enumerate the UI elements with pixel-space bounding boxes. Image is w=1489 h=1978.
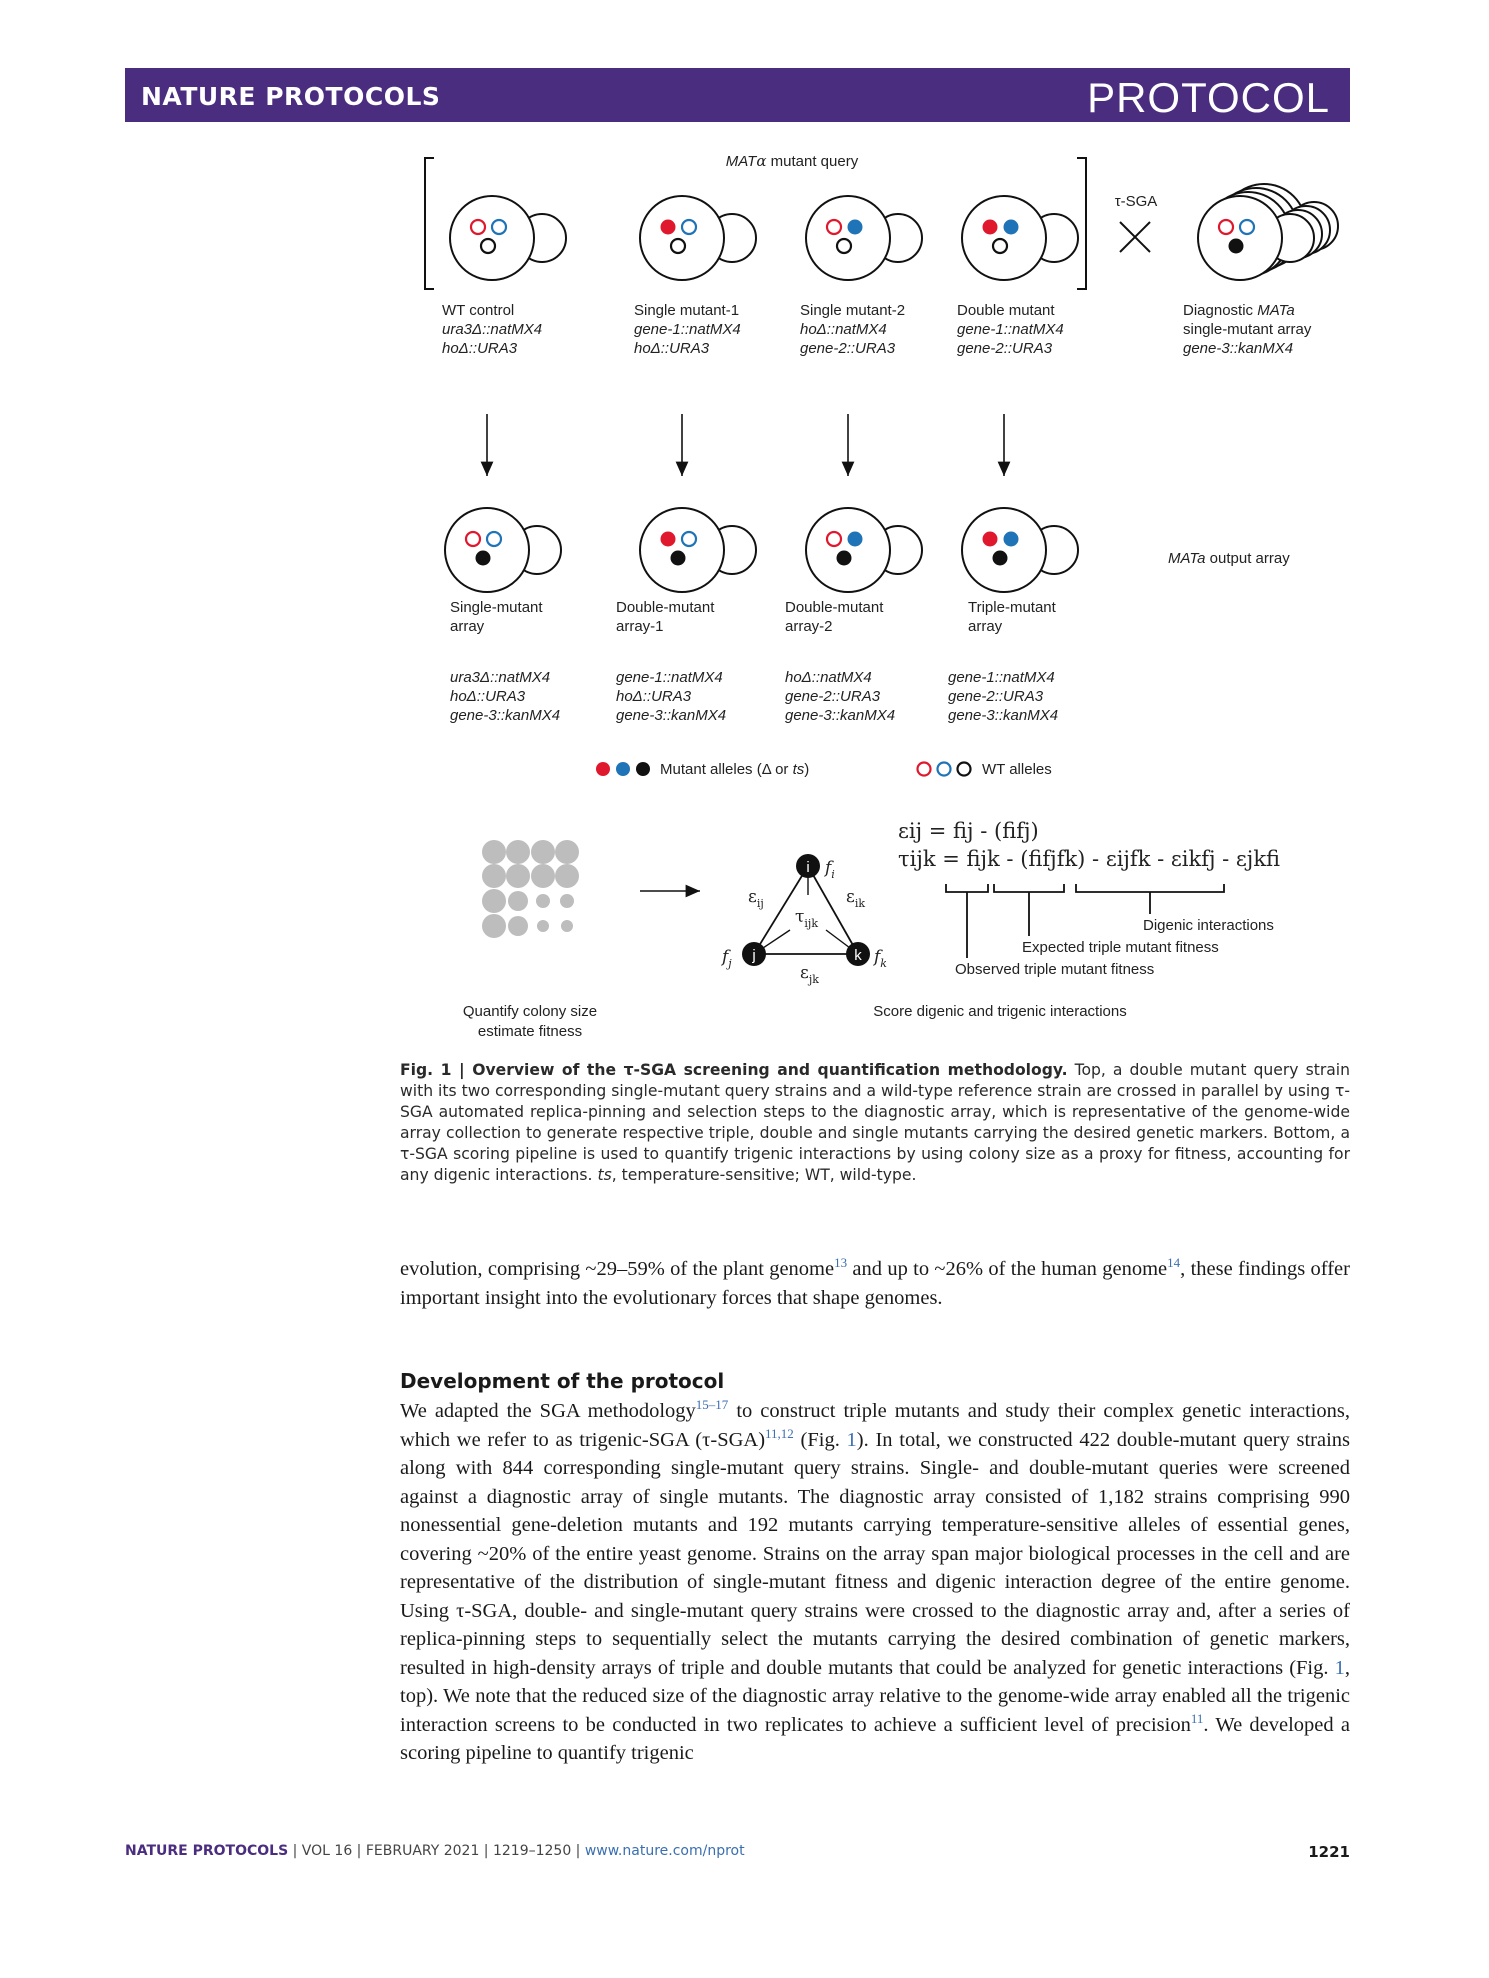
svg-text:WT control: WT control [442, 302, 515, 319]
svg-text:gene-3::kanMX4: gene-3::kanMX4 [948, 707, 1059, 724]
diagnostic-cell-stack [1198, 184, 1338, 280]
page-footer [125, 1843, 1350, 1859]
svg-text:array: array [968, 618, 1003, 635]
svg-text:εik: $\varepsilon_{ik}$ [846, 887, 865, 910]
equation-epsilon: εij = fij - (fifj) [898, 819, 1039, 843]
svg-text:array-2: array-2 [785, 618, 833, 635]
svg-text:fi: $f_i$ [825, 858, 835, 881]
paragraph-evolution: evolution, comprising ~29–59% of the plant genome$^{13}$ and up to ~26% of the human genome$^{14}$, these findings offer important insight into the evolutionary forces that shape genomes. [400, 1255, 1350, 1309]
section-heading: Development of the protocol [400, 1369, 725, 1393]
query-label-single-1 [634, 302, 741, 357]
svg-text:gene-2::URA3: gene-2::URA3 [785, 688, 881, 705]
citation-ref-11[interactable]: 11 [1190, 1710, 1204, 1726]
svg-text:gene-3::kanMX4: gene-3::kanMX4 [1183, 340, 1294, 357]
caption-ts: ts [597, 1166, 612, 1184]
svg-text:Single mutant-2: Single mutant-2 [800, 302, 906, 319]
svg-text:i: i [806, 859, 810, 876]
figure-caption [400, 1060, 1350, 1186]
interaction-triangle [720, 854, 887, 986]
svg-text:single-mutant array: single-mutant array [1183, 321, 1312, 338]
expected-label: Expected triple mutant fitness [1022, 939, 1219, 956]
svg-text:array-1: array-1 [616, 618, 664, 635]
colony-grid [482, 840, 579, 938]
svg-text:j: j [752, 947, 756, 964]
svg-text:Double mutant: Double mutant [957, 302, 1055, 319]
observed-label: Observed triple mutant fitness [955, 961, 1155, 978]
left-bracket [425, 158, 434, 289]
svg-text:hoΔ::URA3: hoΔ::URA3 [450, 688, 526, 705]
svg-text:Single-mutant: Single-mutant [450, 599, 543, 616]
svg-text:hoΔ::natMX4: hoΔ::natMX4 [785, 669, 872, 686]
svg-text:Double-mutant: Double-mutant [616, 599, 715, 616]
legend-wt-alleles [918, 761, 1052, 778]
svg-text:Double-mutant: Double-mutant [785, 599, 884, 616]
svg-text:hoΔ::URA3: hoΔ::URA3 [634, 340, 710, 357]
svg-text:gene-2::URA3: gene-2::URA3 [957, 340, 1053, 357]
svg-text:gene-1::natMX4: gene-1::natMX4 [634, 321, 741, 338]
quantify-label-2: estimate fitness [477, 1023, 583, 1040]
output-label-double-2 [785, 599, 895, 724]
svg-text:Mutant alleles (Δ or ts): Mutant alleles (Δ or ts) [660, 761, 810, 778]
caption-text-2: , temperature-sensitive; WT, wild-type. [611, 1166, 917, 1184]
footer-volume: | VOL 16 | FEBRUARY 2021 | 1219–1250 | [288, 1843, 585, 1859]
output-label-double-1 [616, 599, 726, 724]
legend-mutant-alleles [596, 761, 809, 778]
output-label-triple [948, 599, 1058, 724]
svg-text:gene-3::kanMX4: gene-3::kanMX4 [785, 707, 896, 724]
svg-text:gene-1::natMX4: gene-1::natMX4 [616, 669, 723, 686]
journal-name: NATURE PROTOCOLS [141, 82, 441, 111]
svg-text:hoΔ::URA3: hoΔ::URA3 [616, 688, 692, 705]
svg-text:τijk: $\tau_{ijk}$ [795, 907, 819, 930]
svg-text:WT alleles: WT alleles [982, 761, 1052, 778]
svg-text:Triple-mutant: Triple-mutant [968, 599, 1056, 616]
svg-text:gene-1::natMX4: gene-1::natMX4 [957, 321, 1064, 338]
output-cell-double-2 [806, 508, 922, 592]
svg-text:k: k [854, 947, 862, 964]
page-number: 1221 [1308, 1843, 1350, 1861]
svg-text:fk: $f_k$ [874, 947, 887, 970]
caption-label: Fig. 1 | Overview of the τ-SGA screening and quantification methodology. [400, 1061, 1068, 1079]
right-bracket [1077, 158, 1086, 289]
query-cell-wt [450, 196, 566, 280]
svg-text:εij: $\varepsilon_{ij}$ [748, 887, 764, 910]
output-array-label: MATa output array [1168, 550, 1290, 567]
svg-text:gene-2::URA3: gene-2::URA3 [800, 340, 896, 357]
query-cell-single-1 [640, 196, 756, 280]
figure-link-1[interactable]: 1 [846, 1428, 857, 1451]
svg-text:Single mutant-1: Single mutant-1 [634, 302, 740, 319]
citation-ref-14[interactable]: 14 [1167, 1255, 1181, 1271]
svg-text:ura3Δ::natMX4: ura3Δ::natMX4 [442, 321, 543, 338]
paragraph-development: We adapted the SGA methodology$^{15-17}$ to construct triple mutants and study their complex genetic interactions, which we refer to as trigenic-SGA (τ-SGA)$^{11,12}$ (Fig. 1). In total, we constructed 422 double-mutant query strains along with 844 corresponding single-mutant query strains. Single- and double-mutant queries were screened against a diagnostic array of single mutants. The diagnostic array consisted of 1,182 strains comprising 990 nonessential gene-deletion mutants and 192 mutants carrying temperature-sensitive alleles of essential genes, covering ~20% of the entire yeast genome. Strains on the array span major biological processes in the cell and are representative of the distribution of single-mutant fitness and digenic interaction degree of the entire genome. Using τ-SGA, double- and single-mutant query strains were crossed to the diagnostic array and, after a series of replica-pinning steps to sequentially select the mutants carrying the desired combination of genetic markers, resulted in high-density arrays of triple and double mutants that could be analyzed for genetic interactions (Fig. 1, top). We note that the reduced size of the diagnostic array relative to the genome-wide array enabled all the trigenic interaction screens to be conducted in two replicates to achieve a sufficient level of precision$^{11}$. We developed a scoring pipeline to quantify trigenic [400, 1397, 1350, 1764]
svg-text:gene-2::URA3: gene-2::URA3 [948, 688, 1044, 705]
query-title: MATα mutant query [725, 152, 859, 170]
query-cell-double [962, 196, 1078, 280]
score-label: Score digenic and trigenic interactions [873, 1003, 1127, 1020]
digenic-label: Digenic interactions [1143, 917, 1274, 934]
footer-url-link[interactable]: www.nature.com/nprot [584, 1843, 745, 1859]
query-cell-single-2 [806, 196, 922, 280]
citation-ref-11-12[interactable]: 11,12 [765, 1425, 794, 1441]
svg-text:hoΔ::URA3: hoΔ::URA3 [442, 340, 518, 357]
svg-text:gene-3::kanMX4: gene-3::kanMX4 [450, 707, 561, 724]
svg-text:εjk: $\varepsilon_{jk}$ [800, 963, 819, 986]
svg-text:array: array [450, 618, 485, 635]
tau-sga-label: τ-SGA [1114, 193, 1158, 210]
quantify-label-1: Quantify colony size [462, 1003, 598, 1020]
cross-icon [1120, 222, 1150, 252]
output-cell-double-1 [640, 508, 756, 592]
caption-text-1: Top, a double mutant query strain with its two corresponding single-mutant query strains and a wild-type reference strain are crossed in parallel by using τ-SGA automated replica-pinning and selection steps to the diagnostic array, which is representative of the genome-wide array collection to generate respective triple, double and single mutants carrying the desired genetic markers. Bottom, a τ-SGA scoring pipeline is used to quantify trigenic interactions by using colony size as a proxy for fitness, accounting for any digenic interactions. [400, 1061, 1351, 1184]
query-label-single-2 [800, 302, 905, 357]
figure-link-2[interactable]: 1 [1334, 1656, 1345, 1679]
output-cell-triple [962, 508, 1078, 592]
query-label-wt [442, 302, 542, 357]
article-type: PROTOCOL [1087, 74, 1330, 121]
svg-text:fj: $f_j$ [722, 947, 732, 970]
output-cell-single [445, 508, 561, 592]
footer-journal: NATURE PROTOCOLS [125, 1843, 289, 1859]
svg-text:gene-1::natMX4: gene-1::natMX4 [948, 669, 1055, 686]
svg-text:hoΔ::natMX4: hoΔ::natMX4 [800, 321, 887, 338]
citation-ref-15-17[interactable]: 15–17 [695, 1397, 729, 1413]
diagnostic-label [1183, 302, 1312, 357]
equation-tau: τijk = fijk - (fifjfk) - εijfk - εikfj - εjkfi [898, 847, 1281, 871]
query-label-double [957, 302, 1064, 357]
svg-text:gene-3::kanMX4: gene-3::kanMX4 [616, 707, 727, 724]
svg-text:ura3Δ::natMX4: ura3Δ::natMX4 [450, 669, 551, 686]
svg-text:Diagnostic MATa: Diagnostic MATa [1183, 302, 1295, 319]
output-label-single [450, 599, 560, 724]
citation-ref-13[interactable]: 13 [834, 1255, 848, 1271]
